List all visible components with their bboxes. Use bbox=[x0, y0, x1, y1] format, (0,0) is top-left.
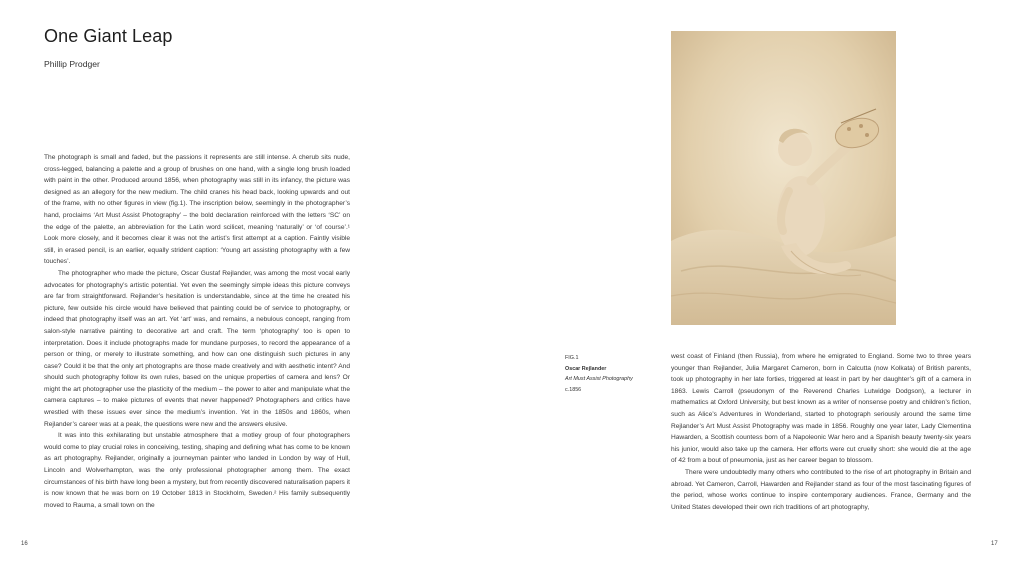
body-column-left bbox=[44, 152, 350, 511]
caption-date: c.1856 bbox=[565, 386, 582, 393]
figure-caption bbox=[565, 353, 665, 395]
body-paragraph: There were undoubtedly many others who contributed to the rise of art photography in Britain and abroad. Yet Cameron, Carroll, Hawarden and Rejlander stand as four of the most fascinating figures of the period, whose works continue to inspire contemporary audiences. France, Germany and the United States developed their own rich traditions of art photography, bbox=[671, 468, 971, 511]
caption-work-title: Art Must Assist Photography bbox=[565, 376, 633, 383]
cherub-illustration bbox=[671, 31, 896, 325]
body-paragraph: The photographer who made the picture, Oscar Gustaf Rejlander, was among the most vocal early advocates for photography’s artistic potential. Yet even the seemingly simple ideas this picture conveys are far from straightforward. Rejlander’s hesitation is understandable, since at the time he created his picture, few outside his circle would have believed that painting could be of service to photography, or indeed that photography itself was an art. Yet ‘art’ was, and remains, a nebulous concept, ranging from salon-style narrative painting to decorative art and craft. The term ‘photography’ too is open to interpretation. Does it include photographs made for mundane purposes, to record the appearance of a person or thing, or merely to illustrate something, and how can one distinguish such pictures in any case? Could it be that the only art photographs are those made creatively and with aesthetic intent? And should such photography follow its own rules, based on the unique properties of camera and lens? Or might the art photographer use the plasticity of the medium – the power to alter and manipulate what the camera captures – to make pictures of events that never happened? Photographers and critics have wrestled with these issues ever since the medium’s invention. Yet in the 1850s and 1860s, when Rejlander’s career was at a peak, the questions were new and the answers elusive. bbox=[44, 269, 350, 428]
body-paragraph: west coast of Finland (then Russia), from where he emigrated to England. Some two to three years younger than Rejlander, Julia Margaret Cameron, born in Calcutta (now Kolkata) of British parents, took up photography in her late forties, triggered at least in part by her daughter’s gift of a camera in 1863. Lewis Carroll (pseudonym of the Reverend Charles Lutwidge Dodgson), a lecturer in mathematics at Oxford University, but best known as a writer of nonsense poetry and children’s fiction, such as Alice’s Adventures in Wonderland, started to photograph seriously around the same time Rejlander’s Art Must Assist Photography was made in 1856. Roughly one year later, Lady Clementina Hawarden, a Scottish countess born of a Napoleonic War hero and a Spanish beauty twenty-six years his junior, would also take up the camera. Her efforts were cut cruelly short: she would die at the age of 42 from a bout of pneumonia, just as her career began to blossom. bbox=[671, 353, 971, 465]
body-paragraph: It was into this exhilarating but unstable atmosphere that a motley group of four photographers would come to play crucial roles in conceiving, testing, shaping and defining what has come to be known as art photography. Rejlander, originally a journeyman painter who landed in London by way of Hull, Lincoln and Wolverhampton, was the only professional photographer among them. The exact circumstances of his birth have long been a mystery, but from recently discovered naturalisation papers it is now known that he was born on 19 October 1813 in Stockholm, Sweden.² His family subsequently moved to Rauma, a small town on the bbox=[44, 432, 350, 509]
body-paragraph: The photograph is small and faded, but the passions it represents are still intense. A cherub sits nude, cross-legged, balancing a palette and a group of brushes on one hand, with a single long brush loaded with paint in the other. Produced around 1856, when photography was still in its infancy, the picture was designed as an allegory for the new medium. The child cranes his head back, looking upwards and out of the frame, with no other figures in view (fig.1). The inscription below, seemingly in the photographer’s hand, proclaims ‘Art Must Assist Photography’ – the bold declaration reinforced with the letters ‘SC’ on the edge of the palette, an abbreviation for the Latin word scilicet, meaning ‘naturally’ or ‘of course’.¹ Look more closely, and it becomes clear it was not the artist’s first attempt at a caption. Faintly visible still, in erased pencil, is an earlier, equally strident caption: ‘Young art assisting photography with a few touches’. bbox=[44, 154, 350, 266]
caption-photographer: Oscar Rejlander bbox=[565, 365, 607, 372]
body-column-right bbox=[671, 351, 971, 513]
page-number-right: 17 bbox=[991, 541, 998, 547]
author-name: Phillip Prodger bbox=[44, 59, 100, 69]
sepia-photograph-cherub bbox=[671, 31, 896, 325]
caption-fig-number: FIG.1 bbox=[565, 355, 579, 361]
chapter-title: One Giant Leap bbox=[44, 26, 173, 46]
page-number-left: 16 bbox=[21, 541, 28, 547]
